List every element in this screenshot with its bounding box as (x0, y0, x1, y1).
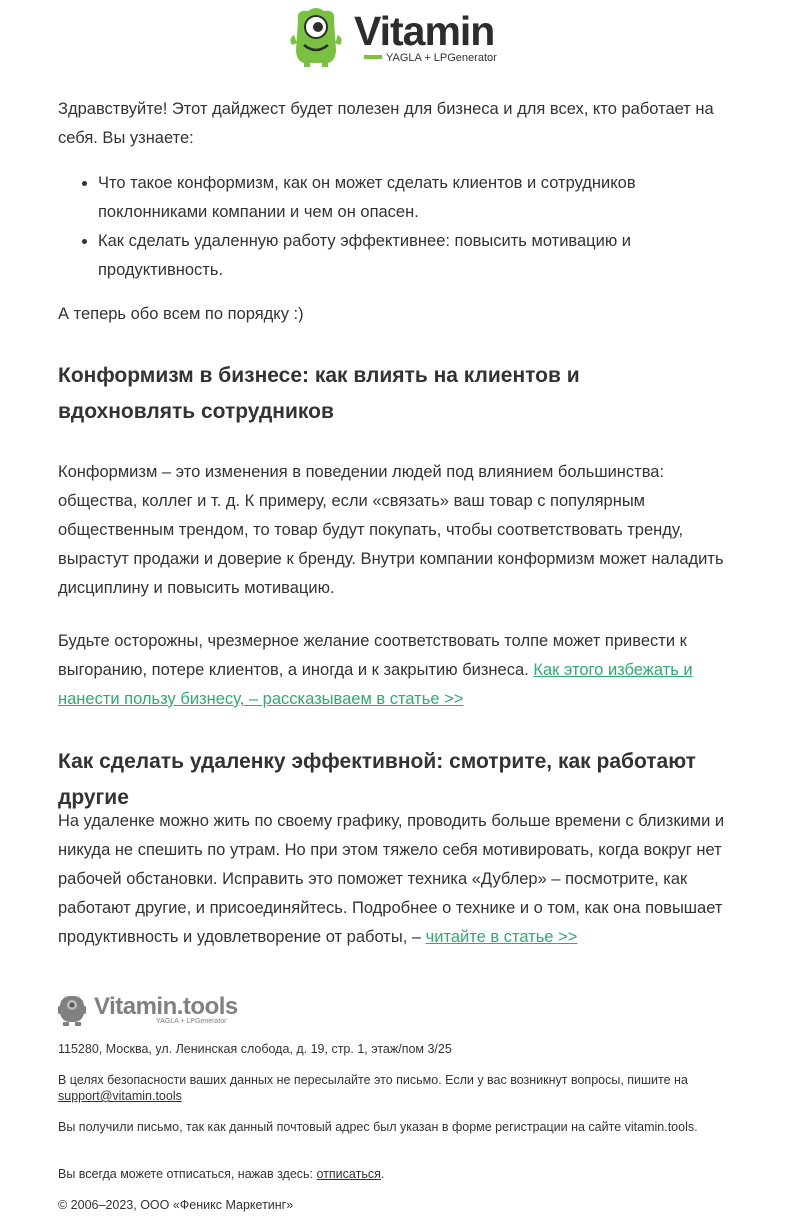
footer-security-note: В целях безопасности ваших данных не пересылайте это письмо. Если у вас возникнут вопросы, пишите на support@vitamin.tools (58, 1073, 688, 1103)
footer-reason: Вы получили письмо, так как данный почтовый адрес был указан в форме регистрации на сайте vitamin.tools. (58, 1120, 698, 1134)
robot-icon (58, 992, 86, 1026)
footer-copyright: © 2006–2023, ООО «Феникс Маркетинг» (58, 1198, 294, 1212)
intro-text: Здравствуйте! Этот дайджест будет полезен для бизнеса и для всех, кто работает на себя. Вы узнаете: (58, 100, 714, 147)
support-email-link[interactable]: support@vitamin.tools (58, 1089, 182, 1103)
header-logo[interactable] (288, 5, 500, 69)
intro-bullets (58, 169, 718, 285)
section-title-conformism: Конформизм в бизнесе: как влиять на клиентов и вдохновлять сотрудников (58, 364, 580, 423)
footer-brand: Vitamin.tools (94, 993, 238, 1020)
header-sub-brand: YAGLA + LPGenerator (364, 51, 497, 65)
conformism-paragraph: Конформизм – это изменения в поведении людей под влиянием большинства: общества, коллег и т. д. К примеру, если «связать» ваш товар с популярным общественным трендом, то товар будут покупать, чтобы соответствовать тренду, вырастут продажи и доверие к бренду. Внутри компании конформизм может наладить дисциплину и повысить мотивацию. (58, 463, 724, 597)
green-dash-icon (364, 55, 382, 59)
intro-order: А теперь обо всем по порядку :) (58, 305, 304, 323)
conformism-article-link[interactable]: Как этого избежать и нанести пользу бизнесу, – рассказываем в статье >> (58, 661, 693, 708)
section-title-remote: Как сделать удаленку эффективной: смотрите, как работают другие (58, 750, 696, 809)
list-item: • Как сделать удаленную работу эффективнее: повысить мотивацию и продуктивность. (98, 227, 718, 285)
remote-paragraph: На удаленке можно жить по своему графику, проводить больше времени с близкими и никуда не спешить по утрам. Но при этом тяжело себя мотивировать, когда вокруг нет рабочей обстановки. Исправить это поможет техника «Дублер» – посмотрите, как работают другие, и присоединяйтесь. Подробнее о технике и о том, как она повышает продуктивность и удовлетворение от работы, – читайте в статье >> (58, 812, 725, 946)
unsubscribe-link[interactable]: отписаться (316, 1167, 381, 1181)
conformism-warning: Будьте осторожны, чрезмерное желание соответствовать толпе может привести к выгоранию, потере клиентов, а иногда и к закрытию бизнеса. Как этого избежать и нанести пользу бизнесу, – рассказываем в статье >> (58, 632, 693, 708)
list-item: • Что такое конформизм, как он может сделать клиентов и сотрудников поклонниками компании и чем он опасен. (98, 169, 718, 227)
footer-address: 115280, Москва, ул. Ленинская слобода, д. 19, стр. 1, этаж/пом 3/25 (58, 1042, 452, 1056)
footer-sub-brand: YAGLA + LPGenerator (156, 1018, 227, 1025)
green-monster-icon (288, 5, 344, 67)
header-brand: Vitamin (354, 8, 495, 54)
footer-logo[interactable] (58, 990, 238, 1030)
remote-article-link[interactable]: читайте в статье >> (425, 928, 578, 946)
footer-unsubscribe: Вы всегда можете отписаться, нажав здесь: отписаться. (58, 1167, 385, 1181)
